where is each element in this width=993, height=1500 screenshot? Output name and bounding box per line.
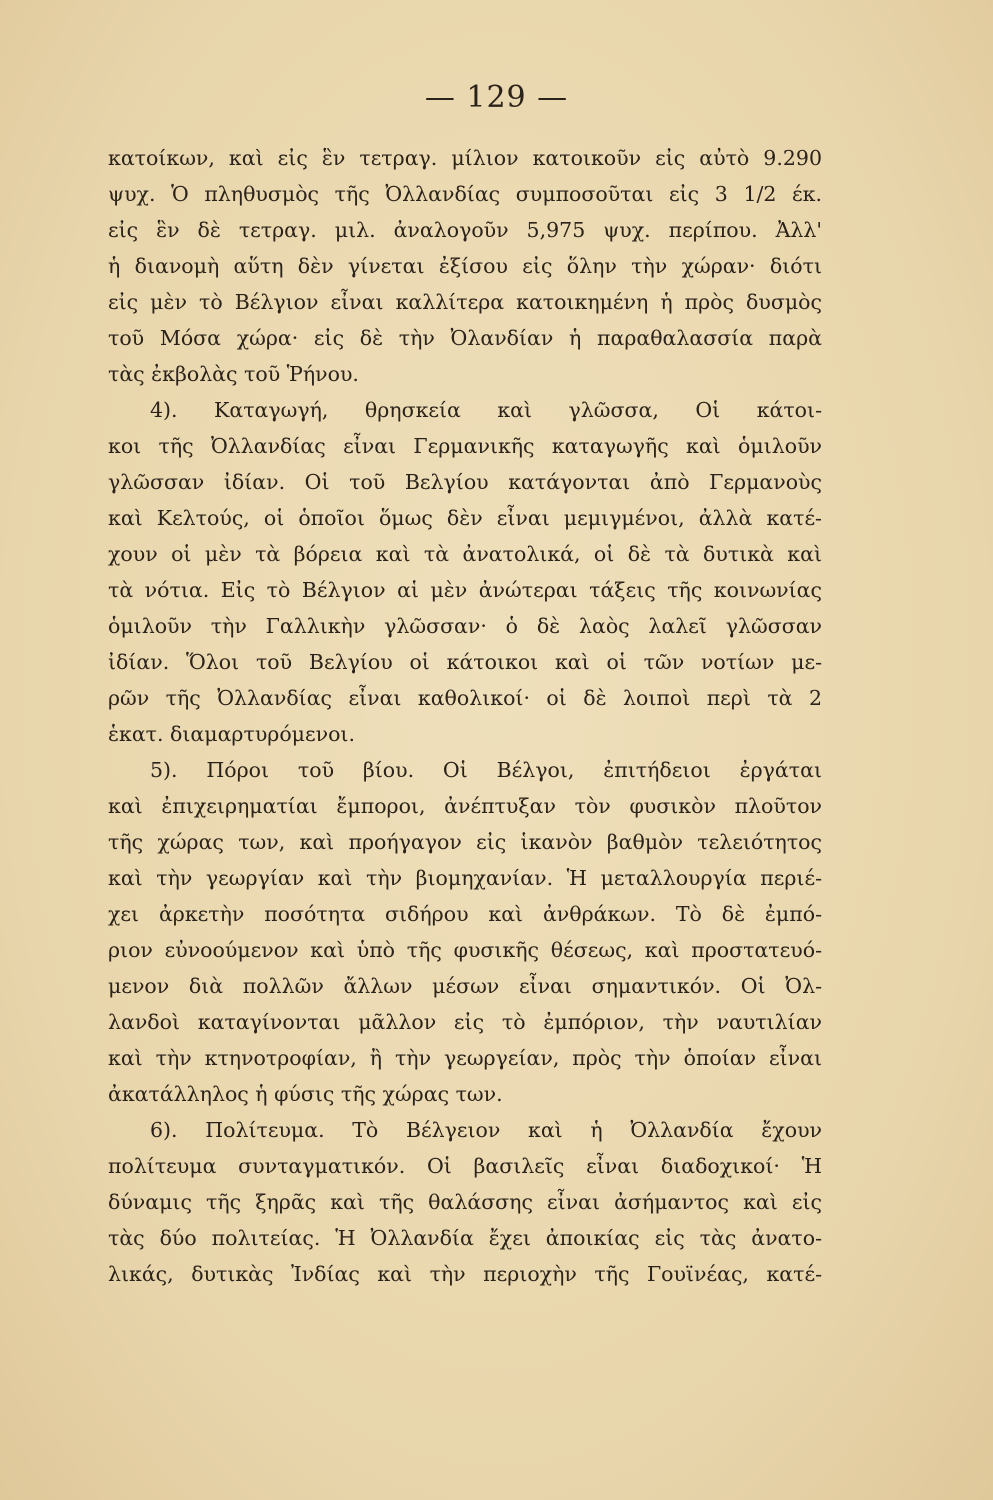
text-line: ἡ διανομὴ αὕτη δὲν γίνεται ἐξίσου εἰς ὅλην τὴν χώραν· διότι (108, 254, 822, 278)
text-line: καὶ Κελτούς, οἱ ὁποῖοι ὅμως δὲν εἶναι μεμιγμένοι, ἀλλὰ κατέ- (108, 506, 822, 530)
text-line: 6). Πολίτευμα. Τὸ Βέλγειον καὶ ἡ Ὀλλανδία ἔχουν (150, 1118, 822, 1142)
body-text (108, 140, 822, 1292)
text-line: κατοίκων, καὶ εἰς ἓν τετραγ. μίλιον κατοικοῦν εἰς αὐτὸ 9.290 (108, 146, 822, 170)
text-line: τὰς δύο πολιτείας. Ἡ Ὀλλανδία ἔχει ἀποικίας εἰς τὰς ἀνατο- (108, 1226, 822, 1250)
text-line: τὰ νότια. Εἰς τὸ Βέλγιον αἱ μὲν ἀνώτεραι τάξεις τῆς κοινωνίας (108, 578, 822, 602)
text-line: χουν οἱ μὲν τὰ βόρεια καὶ τὰ ἀνατολικά, οἱ δὲ τὰ δυτικὰ καὶ (108, 542, 822, 566)
text-line: δύναμις τῆς ξηρᾶς καὶ τῆς θαλάσσης εἶναι ἀσήμαντος καὶ εἰς (108, 1190, 822, 1214)
text-line: 4). Καταγωγή, θρησκεία καὶ γλῶσσα, Οἱ κάτοι- (150, 398, 822, 422)
text-line: ἰδίαν. Ὅλοι τοῦ Βελγίου οἱ κάτοικοι καὶ οἱ τῶν νοτίων με- (108, 650, 822, 674)
text-line: λανδοὶ καταγίνονται μᾶλλον εἰς τὸ ἐμπόριον, τὴν ναυτιλίαν (108, 1010, 822, 1034)
text-line: καὶ ἐπιχειρηματίαι ἔμποροι, ἀνέπτυξαν τὸν φυσικὸν πλοῦτον (108, 794, 822, 818)
text-line: εἰς μὲν τὸ Βέλγιον εἶναι καλλίτερα κατοικημένη ἡ πρὸς δυσμὸς (108, 290, 822, 314)
text-line: ἀκατάλληλος ἡ φύσις τῆς χώρας των. (108, 1082, 503, 1106)
text-line: μενον διὰ πολλῶν ἄλλων μέσων εἶναι σημαντικόν. Οἱ Ὀλ- (108, 974, 822, 998)
text-line: τῆς χώρας των, καὶ προήγαγον εἰς ἱκανὸν βαθμὸν τελειότητος (108, 830, 822, 854)
text-line: χει ἀρκετὴν ποσότητα σιδήρου καὶ ἀνθράκων. Τὸ δὲ ἐμπό- (108, 902, 822, 926)
text-line: ψυχ. Ὁ πληθυσμὸς τῆς Ὀλλανδίας συμποσοῦται εἰς 3 1/2 έκ. (108, 182, 822, 206)
text-line: τὰς ἐκβολὰς τοῦ Ῥήνου. (108, 362, 359, 386)
text-line: λικάς, δυτικὰς Ἰνδίας καὶ τὴν περιοχὴν τῆς Γουϊνέας, κατέ- (108, 1262, 822, 1286)
text-line: ρῶν τῆς Ὀλλανδίας εἶναι καθολικοί· οἱ δὲ λοιποὶ περὶ τὰ 2 (108, 686, 822, 710)
text-line: 5). Πόροι τοῦ βίου. Οἱ Βέλγοι, ἐπιτήδειοι ἐργάται (150, 758, 822, 782)
text-line: κοι τῆς Ὀλλανδίας εἶναι Γερμανικῆς καταγωγῆς καὶ ὁμιλοῦν (108, 434, 822, 458)
text-line: πολίτευμα συνταγματικόν. Οἱ βασιλεῖς εἶναι διαδοχικοί· Ἡ (108, 1154, 822, 1178)
text-line: τοῦ Μόσα χώρα· εἰς δὲ τὴν Ὀλανδίαν ἡ παραθαλασσία παρὰ (108, 326, 822, 350)
text-line: ριον εὐνοούμενον καὶ ὑπὸ τῆς φυσικῆς θέσεως, καὶ προστατευό- (108, 938, 822, 962)
text-line: εἰς ἓν δὲ τετραγ. μιλ. ἀναλογοῦν 5,975 ψυχ. περίπου. Ἀλλ' (108, 218, 822, 242)
text-line: ἑκατ. διαμαρτυρόμενοι. (108, 722, 355, 746)
text-line: καὶ τὴν κτηνοτροφίαν, ἢ τὴν γεωργείαν, πρὸς τὴν ὁποίαν εἶναι (108, 1046, 822, 1070)
text-line: ὁμιλοῦν τὴν Γαλλικὴν γλῶσσαν· ὁ δὲ λαὸς λαλεῖ γλῶσσαν (108, 614, 822, 638)
text-line: καὶ τὴν γεωργίαν καὶ τὴν βιομηχανίαν. Ἡ μεταλλουργία περιέ- (108, 866, 822, 890)
text-line: γλῶσσαν ἰδίαν. Οἱ τοῦ Βελγίου κατάγονται ἀπὸ Γερμανοὺς (108, 470, 822, 494)
page-number: — 129 — (424, 80, 569, 115)
